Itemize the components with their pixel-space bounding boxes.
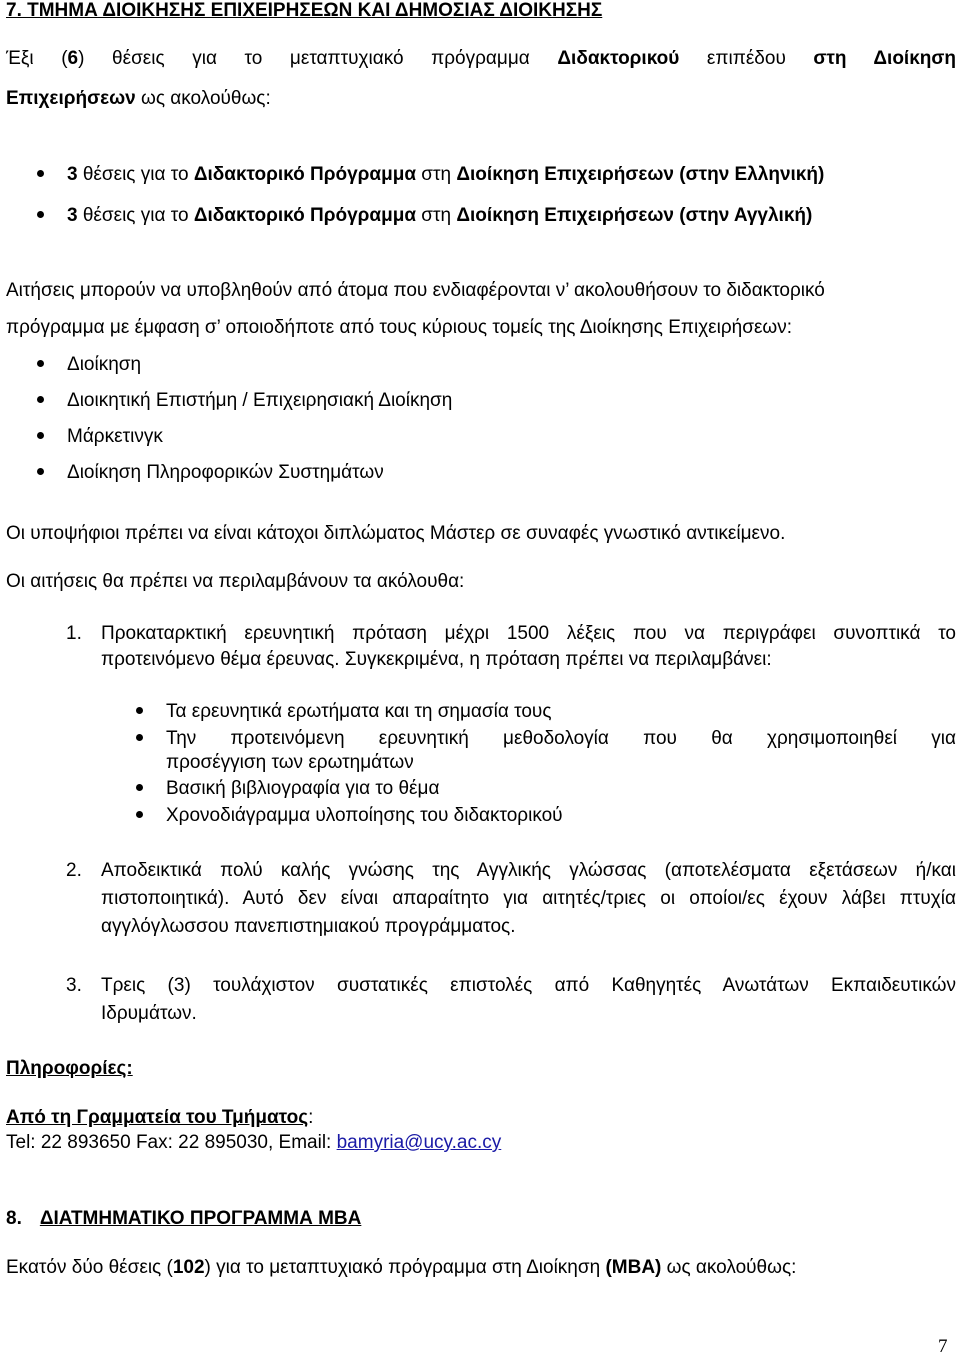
bullet-icon	[136, 707, 143, 714]
area-item: Μάρκετινγκ	[67, 426, 163, 447]
proposal-item: Βασική βιβλιογραφία για το θέμα	[166, 778, 440, 799]
bullet-icon	[37, 211, 44, 218]
section-7-heading: 7. ΤΜΗΜΑ ΔΙΟΙΚΗΣΗΣ ΕΠΙΧΕΙΡΗΣΕΩΝ ΚΑΙ ΔΗΜΟΣΙΑΣ ΔΙΟΙΚΗΣΗΣ	[6, 0, 603, 21]
bullet-icon	[136, 734, 143, 741]
position-item: 3 θέσεις για το Διδακτορικό Πρόγραμμα στη Διοίκηση Επιχειρήσεων (στην Ελληνική)	[67, 164, 825, 185]
bullet-icon	[37, 170, 44, 177]
proposal-item: Τα ερευνητικά ερωτήματα και τη σημασία τους	[166, 701, 552, 722]
area-item: Διοίκηση Πληροφορικών Συστημάτων	[67, 462, 384, 483]
item-2-number: 2.	[66, 860, 82, 881]
item-3-number: 3.	[66, 975, 82, 996]
bullet-icon	[136, 784, 143, 791]
bullet-icon	[37, 360, 44, 367]
item-2-line-1: Αποδεικτικά πολύ καλής γνώσης της Αγγλικής γλώσσας (αποτελέσματα εξετάσεων ή/και	[101, 860, 956, 881]
proposal-item: Την προτεινόμενη ερευνητική μεθοδολογία που θα χρησιμοποιηθεί για	[166, 728, 956, 749]
item-3-line-2: Ιδρυμάτων.	[101, 1003, 197, 1024]
bullet-icon	[37, 432, 44, 439]
applications-line-1: Αιτήσεις μπορούν να υποβληθούν από άτομα που ενδιαφέρονται ν’ ακολουθήσουν το διδακτορικό	[6, 280, 825, 301]
bullet-icon	[37, 468, 44, 475]
candidates-text: Οι υποψήφιοι πρέπει να είναι κάτοχοι διπλώματος Μάστερ σε συναφές γνωστικό αντικείμενο.	[6, 523, 786, 544]
page-number: 7	[938, 1336, 948, 1357]
item-1-line-1: Προκαταρκτική ερευνητική πρόταση μέχρι 1500 λέξεις που να περιγράφει συνοπτικά το	[101, 623, 956, 644]
item-3-line-1: Τρεις (3) τουλάχιστον συστατικές επιστολές από Καθηγητές Ανωτάτων Εκπαιδευτικών	[101, 975, 956, 996]
contact-line: Tel: 22 893650 Fax: 22 895030, Email: bamyria@ucy.ac.cy	[6, 1132, 502, 1153]
area-item: Διοικητική Επιστήμη / Επιχειρησιακή Διοίκηση	[67, 390, 453, 411]
section-8-intro: Εκατόν δύο θέσεις (102) για το μεταπτυχιακό πρόγραμμα στη Διοίκηση (MBA) ως ακολούθως:	[6, 1257, 797, 1278]
proposal-item: Χρονοδιάγραμμα υλοποίησης του διδακτορικού	[166, 805, 563, 826]
item-2-line-3: αγγλόγλωσσου πανεπιστημιακού προγράμματος.	[101, 916, 516, 937]
email-link[interactable]: bamyria@ucy.ac.cy	[336, 1132, 502, 1153]
item-1-number: 1.	[66, 623, 82, 644]
secretariat-label: Από τη Γραμματεία του Τμήματος:	[6, 1107, 314, 1128]
info-label: Πληροφορίες:	[6, 1058, 133, 1079]
must-include-text: Οι αιτήσεις θα πρέπει να περιλαμβάνουν τα ακόλουθα:	[6, 571, 465, 592]
applications-line-2: πρόγραμμα με έμφαση σ’ οποιοδήποτε από τους κύριους τομείς της Διοίκησης Επιχειρήσεων:	[6, 317, 793, 338]
section-8-heading: 8. ΔΙΑΤΜΗΜΑΤΙΚΟ ΠΡΟΓΡΑΜΜΑ MBA	[6, 1208, 362, 1229]
intro-line-2: Επιχειρήσεων ως ακολούθως:	[6, 88, 271, 109]
item-2-line-2: πιστοποιητικά). Αυτό δεν είναι απαραίτητο για αιτητές/τριες οι οποίοι/ες έχουν λάβει πτυχία	[101, 888, 956, 909]
intro-line-1: Έξι (6) θέσεις για το μεταπτυχιακό πρόγραμμα Διδακτορικού επιπέδου στη Διοίκηση	[6, 48, 957, 69]
proposal-item-continuation: προσέγγιση των ερωτημάτων	[166, 752, 414, 773]
bullet-icon	[37, 396, 44, 403]
position-item: 3 θέσεις για το Διδακτορικό Πρόγραμμα στη Διοίκηση Επιχειρήσεων (στην Αγγλική)	[67, 205, 813, 226]
item-1-line-2: προτεινόμενο θέμα έρευνας. Συγκεκριμένα, η πρόταση πρέπει να περιλαμβάνει:	[101, 649, 772, 670]
area-item: Διοίκηση	[67, 354, 142, 375]
bullet-icon	[136, 811, 143, 818]
